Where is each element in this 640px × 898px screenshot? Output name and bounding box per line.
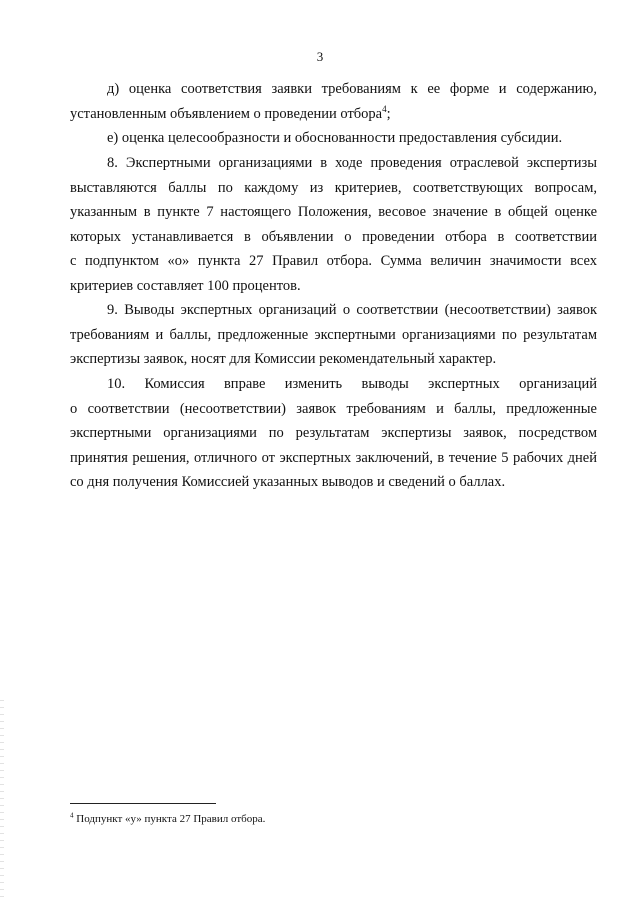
text-line: экспертизы заявок, носят для Комиссии рекомендательный характер.	[70, 351, 497, 367]
text-line: которых устанавливается в объявлении о проведении отбора в соответствии	[70, 228, 597, 245]
text-line: требованиям и баллы, предложенные экспертными организациями по результатам	[70, 326, 597, 343]
text-line: со дня получения Комиссией указанных выводов и сведений о баллах.	[70, 474, 506, 490]
text-line	[70, 102, 597, 127]
paragraph-e	[70, 126, 597, 151]
text-line: с подпунктом «о» пункта 27 Правил отбора. Сумма величин значимости всех	[70, 253, 597, 269]
text-line: выставляются баллы по каждому из критериев, соответствующих вопросам,	[70, 179, 597, 196]
page-number: 3	[316, 49, 324, 64]
text-line: д) оценка соответствия заявки требованиям к ее форме и содержанию,	[107, 81, 597, 97]
text-line: 10. Комиссия вправе изменить выводы экспертных организаций	[107, 376, 597, 392]
text-fragment: ;	[386, 105, 391, 122]
text-line: принятия решения, отличного от экспертных заключений, в течение 5 рабочих дней	[70, 449, 597, 466]
text-line: е) оценка целесообразности и обоснованности предоставления субсидии.	[107, 130, 563, 146]
text-line: экспертными организациями по результатам экспертизы заявок, посредством	[70, 425, 597, 441]
footnote	[70, 812, 265, 826]
text-line: критериев составляет 100 процентов.	[70, 277, 301, 294]
paragraph-d	[70, 77, 597, 126]
scan-edge-artifact	[0, 700, 4, 898]
paragraph-10	[70, 372, 597, 495]
footnote-reference: 4	[382, 103, 387, 114]
text-line: указанным в пункте 7 настоящего Положения, весовое значение в общей оценке	[70, 204, 597, 220]
text-line: 9. Выводы экспертных организаций о соответствии (несоответствии) заявок	[107, 302, 597, 318]
text-line: 8. Экспертными организациями в ходе проведения отраслевой экспертизы	[107, 155, 597, 171]
text-fragment: установленным объявлением о проведении отбора	[70, 105, 383, 122]
footnote-mark: 4	[70, 811, 74, 820]
paragraph-8	[70, 151, 597, 298]
footnote-text: Подпункт «у» пункта 27 Правил отбора.	[73, 813, 266, 825]
text-line: о соответствии (несоответствии) заявок требованиям и баллы, предложенные	[70, 400, 597, 417]
footnote-divider	[70, 803, 216, 804]
paragraph-9	[70, 298, 597, 372]
